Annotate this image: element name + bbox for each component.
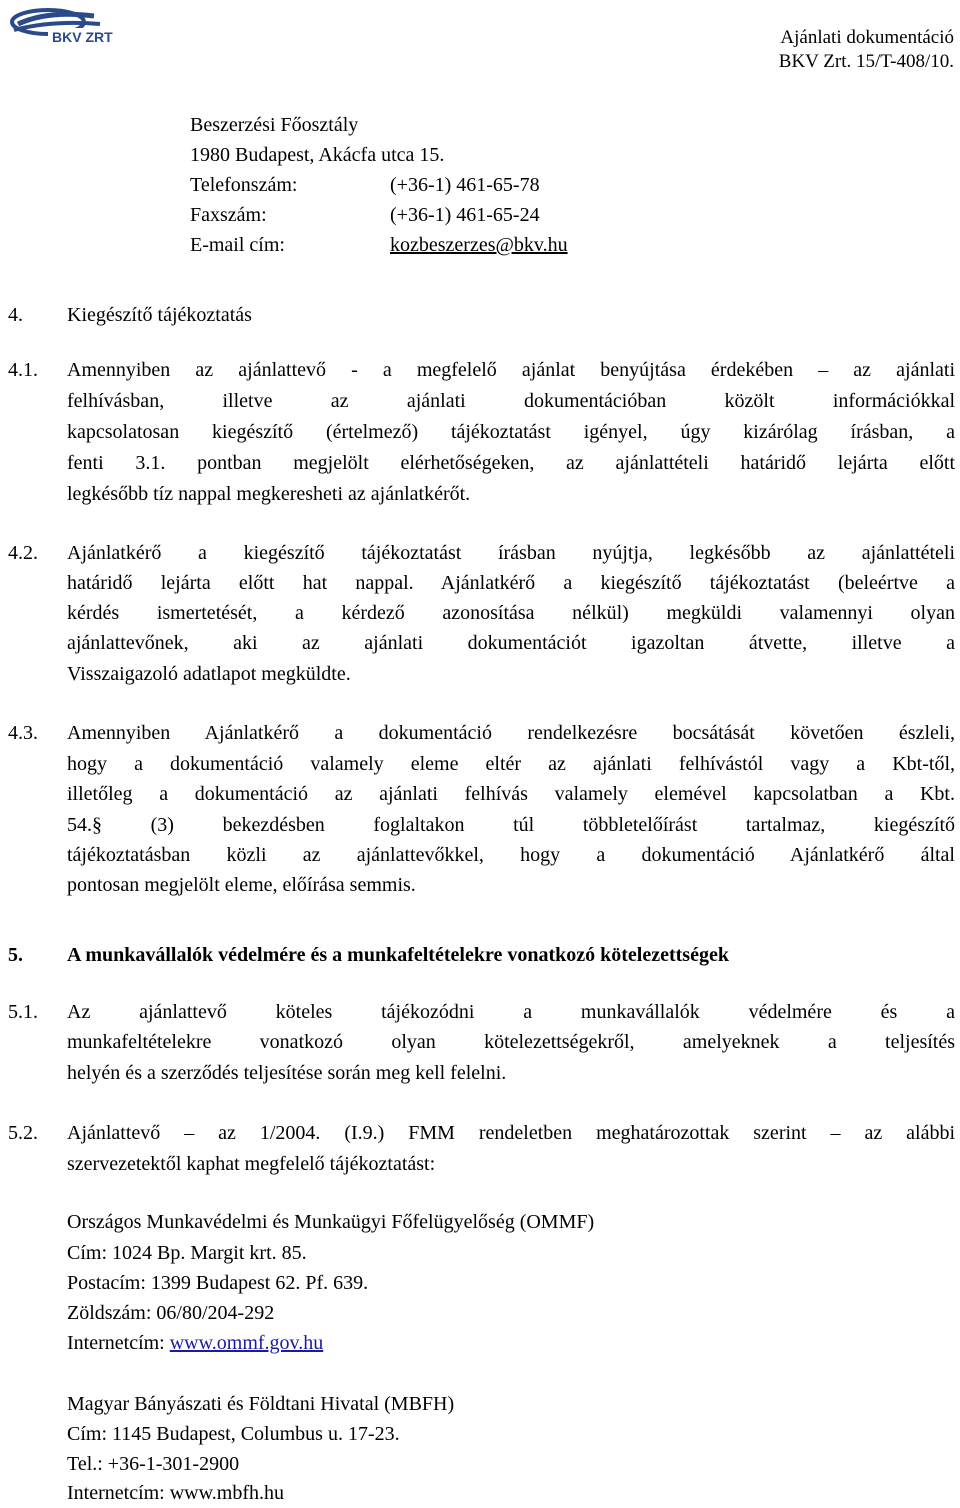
contact-dept: Beszerzési Főosztály: [190, 114, 359, 136]
org2-tel: Tel.: +36-1-301-2900: [67, 1453, 240, 1475]
para-5-2-number: 5.2.: [8, 1122, 38, 1144]
org1-web-link[interactable]: www.ommf.gov.hu: [169, 1332, 324, 1354]
para-4-1-line: legkésőbb tíz nappal megkeresheti az ajánlatkérőt.: [67, 483, 471, 505]
section-5-title: A munkavállalók védelmére és a munkafeltételekre vonatkozó kötelezettségek: [67, 944, 729, 966]
para-4-1-line: kapcsolatosan kiegészítő (értelmező) tájékoztatást igényel, úgy kizárólag írásban, a: [67, 421, 955, 443]
fax-value: (+36-1) 461-65-24: [390, 204, 540, 226]
para-5-2-line: szervezetektől kaphat megfelelő tájékoztatást:: [67, 1153, 436, 1175]
para-5-1-line: Az ajánlattevő köteles tájékozódni a munkavállalók védelmére és a: [67, 1001, 955, 1023]
section-5-number: 5.: [8, 944, 23, 966]
para-4-1-line: felhívásban, illetve az ajánlati dokumentációban közölt információkkal: [67, 390, 955, 412]
contact-address: 1980 Budapest, Akácfa utca 15.: [190, 144, 445, 166]
phone-value: (+36-1) 461-65-78: [390, 174, 540, 196]
org2-web: Internetcím: www.mbfh.hu: [67, 1482, 284, 1504]
para-4-3-line: tájékoztatásban közli az ajánlattevőkkel, hogy a dokumentáció Ajánlatkérő által: [67, 844, 955, 866]
bkv-logo: [8, 6, 120, 48]
para-4-2-number: 4.2.: [8, 542, 38, 564]
para-4-2-line: ajánlattevőnek, aki az ajánlati dokumentációt igazoltan átvette, illetve a: [67, 632, 955, 654]
para-4-3-line: pontosan megjelölt eleme, előírása semmis.: [67, 874, 416, 896]
org2-address: Cím: 1145 Budapest, Columbus u. 17-23.: [67, 1423, 400, 1445]
para-4-2-line: kérdés ismertetését, a kérdező azonosítása nélkül) megküldi valamennyi olyan: [67, 602, 955, 624]
para-5-2-line: Ajánlattevő – az 1/2004. (I.9.) FMM rendeletben meghatározottak szerint – az alábbi: [67, 1122, 955, 1144]
para-5-1-line: helyén és a szerződés teljesítése során meg kell felelni.: [67, 1062, 507, 1084]
doc-title: Ajánlati dokumentáció: [780, 27, 954, 48]
para-4-2-line: Ajánlatkérő a kiegészítő tájékoztatást írásban nyújtja, legkésőbb az ajánlattételi: [67, 542, 955, 564]
section-4-number: 4.: [8, 304, 23, 326]
para-4-2-line: Visszaigazoló adatlapot megküldte.: [67, 663, 351, 685]
doc-reference: BKV Zrt. 15/T-408/10.: [778, 51, 954, 72]
email-label: E-mail cím:: [190, 234, 285, 256]
para-4-3-line: hogy a dokumentáció valamely eleme eltér az ajánlati felhívástól vagy a Kbt-től,: [67, 753, 955, 775]
org1-name: Országos Munkavédelmi és Munkaügyi Főfelügyelőség (OMMF): [67, 1211, 595, 1233]
para-4-2-line: határidő lejárta előtt hat nappal. Ajánlatkérő a kiegészítő tájékoztatást (beleértve a: [67, 572, 955, 594]
para-4-3-line: 54.§ (3) bekezdésben foglaltakon túl többletelőírást tartalmaz, kiegészítő: [67, 814, 955, 836]
org1-web-row: [67, 1328, 323, 1358]
para-4-3-number: 4.3.: [8, 722, 38, 744]
para-5-1-number: 5.1.: [8, 1001, 38, 1023]
fax-label: Faxszám:: [190, 204, 267, 226]
para-4-3-line: illetőleg a dokumentáció az ajánlati felhívás valamely elemével kapcsolatban a Kbt.: [67, 783, 955, 805]
org1-green-number: Zöldszám: 06/80/204-292: [67, 1302, 275, 1324]
email-link[interactable]: kozbeszerzes@bkv.hu: [390, 234, 568, 256]
svg-text:BKV ZRT: BKV ZRT: [52, 29, 113, 45]
para-5-1-line: munkafeltételekre vonatkozó olyan kötelezettségekről, amelyeknek a teljesítés: [67, 1031, 955, 1053]
org1-web-label: Internetcím:: [67, 1332, 170, 1354]
para-4-3-line: Amennyiben Ajánlatkérő a dokumentáció rendelkezésre bocsátását követően észleli,: [67, 722, 955, 744]
document-header: [779, 26, 954, 74]
org2-name: Magyar Bányászati és Földtani Hivatal (MBFH): [67, 1393, 455, 1415]
org1-address: Cím: 1024 Bp. Margit krt. 85.: [67, 1242, 307, 1264]
para-4-1-line: Amennyiben az ajánlattevő - a megfelelő ajánlat benyújtása érdekében – az ajánlati: [67, 359, 955, 381]
org1-postal: Postacím: 1399 Budapest 62. Pf. 639.: [67, 1272, 369, 1294]
phone-label: Telefonszám:: [190, 174, 298, 196]
section-4-title: Kiegészítő tájékoztatás: [67, 304, 252, 326]
para-4-1-number: 4.1.: [8, 359, 38, 381]
para-4-1-line: fenti 3.1. pontban megjelölt elérhetőségeken, az ajánlattételi határidő lejárta előtt: [67, 452, 955, 474]
